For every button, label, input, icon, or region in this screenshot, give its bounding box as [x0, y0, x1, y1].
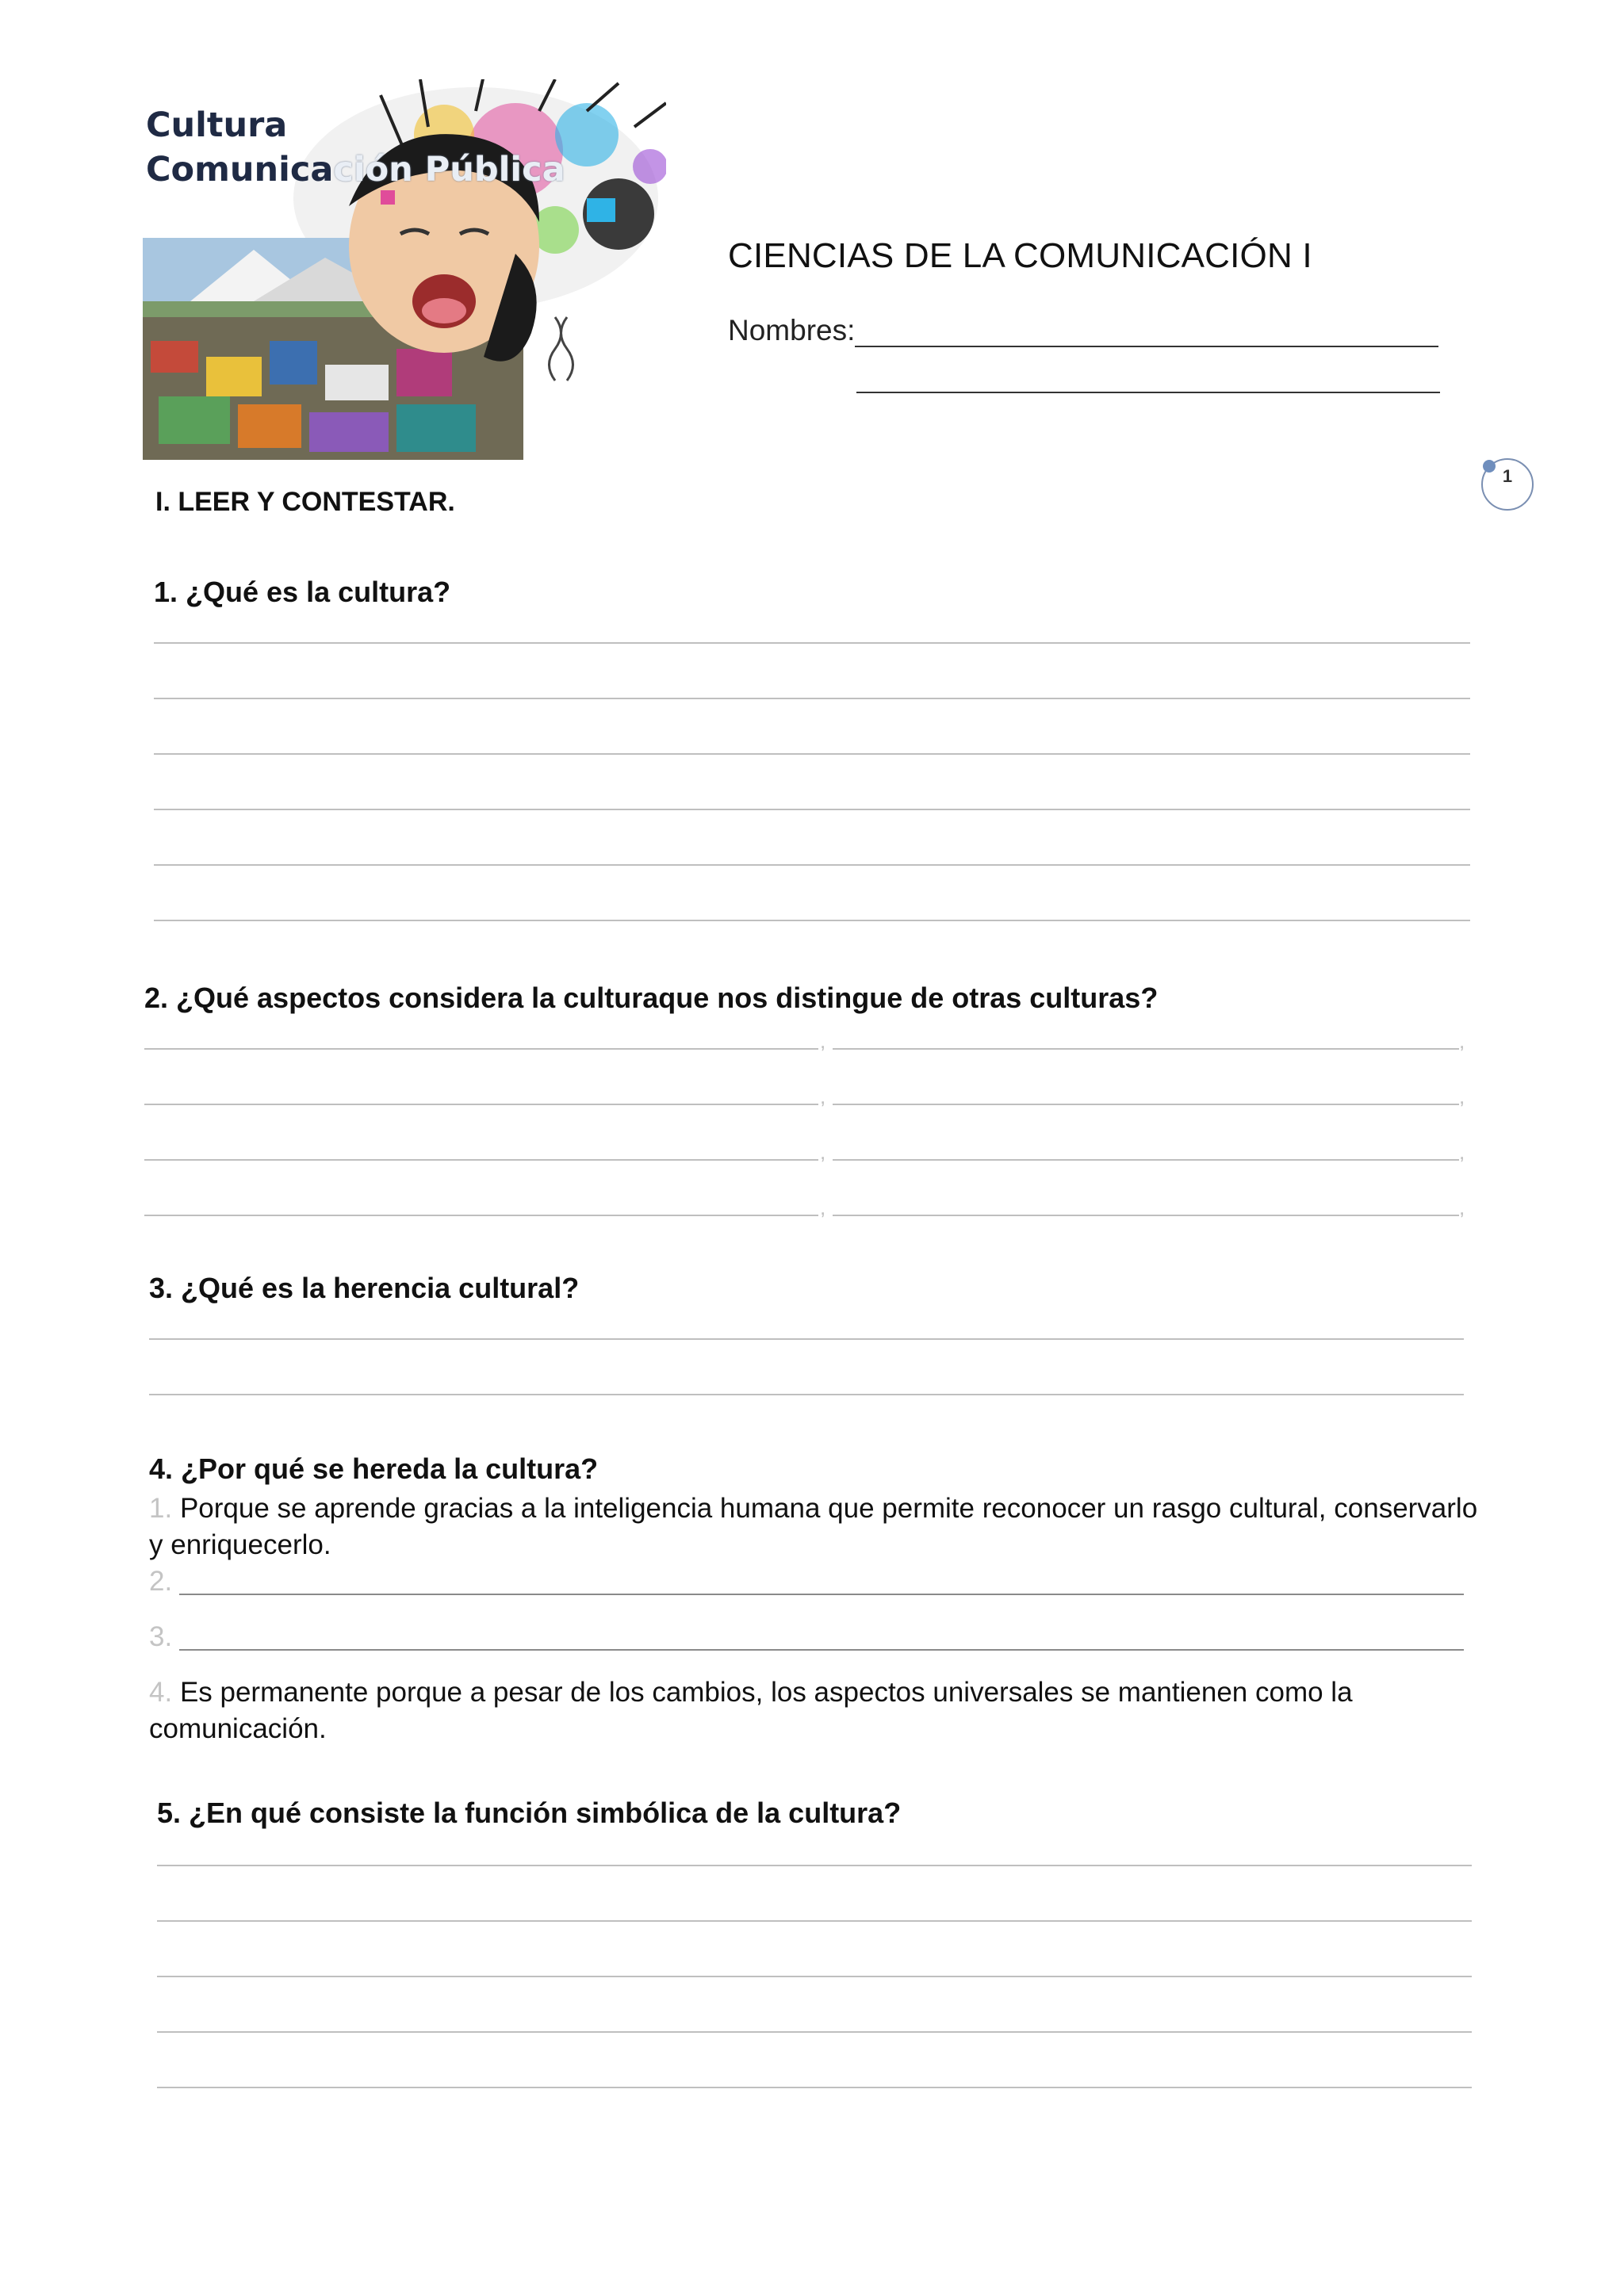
collage-caption-line2-b: ción Pública: [333, 150, 565, 189]
answer-line[interactable]: [154, 809, 1470, 810]
names-field-line-1[interactable]: [855, 346, 1438, 347]
collage-caption-line2-a: Comunica: [146, 150, 334, 189]
question-5: 5. ¿En qué consiste la función simbólica de la cultura?: [157, 1797, 902, 1829]
answer-line[interactable]: [149, 1394, 1464, 1395]
q4-answer-4: [149, 1674, 1353, 1711]
answer-line[interactable]: [157, 1976, 1472, 1977]
answer-line-right[interactable]: [833, 1159, 1459, 1161]
comma: ,: [1459, 1196, 1465, 1219]
document-title: CIENCIAS DE LA COMUNICACIÓN I: [728, 236, 1312, 275]
answer-line[interactable]: [149, 1338, 1464, 1340]
q4-answer-3-number-text: 3.: [149, 1621, 173, 1652]
comma: ,: [820, 1140, 826, 1164]
comma: ,: [820, 1196, 826, 1219]
answer-line-left[interactable]: [144, 1048, 818, 1050]
q4-answer-1-text: Porque se aprende gracias a la inteligencia humana que permite reconocer un rasgo cultural, conservarlo: [179, 1493, 1478, 1524]
comma: ,: [820, 1085, 826, 1108]
answer-line-left[interactable]: [144, 1104, 818, 1105]
collage-caption: [146, 103, 565, 192]
comma: ,: [1459, 1085, 1465, 1108]
collage-caption-line1: Cultura: [146, 105, 288, 145]
q4-answer-3-line[interactable]: [179, 1649, 1464, 1651]
comma: ,: [1459, 1029, 1465, 1053]
q4-answer-1-continued: y enriquecerlo.: [149, 1529, 331, 1560]
answer-line-right[interactable]: [833, 1104, 1459, 1105]
question-2: 2. ¿Qué aspectos considera la culturaque nos distingue de otras culturas?: [144, 982, 1159, 1014]
answer-line-right[interactable]: [833, 1048, 1459, 1050]
question-3: 3. ¿Qué es la herencia cultural?: [149, 1272, 580, 1304]
question-1: 1. ¿Qué es la cultura?: [154, 576, 451, 608]
answer-line[interactable]: [157, 1920, 1472, 1922]
answer-line-left[interactable]: [144, 1215, 818, 1216]
comma: ,: [1459, 1140, 1465, 1164]
answer-line[interactable]: [154, 753, 1470, 755]
answer-line-left[interactable]: [144, 1159, 818, 1161]
answer-line[interactable]: [154, 698, 1470, 699]
answer-line[interactable]: [157, 2087, 1472, 2088]
q4-answer-2-number: [149, 1563, 172, 1600]
q4-answer-4-number: 4.: [149, 1677, 173, 1708]
page-number-badge: 1: [1481, 458, 1534, 511]
answer-line[interactable]: [154, 642, 1470, 644]
page-badge-dot-icon: [1483, 460, 1496, 473]
question-4: 4. ¿Por qué se hereda la cultura?: [149, 1452, 599, 1485]
q4-answer-4-continued: comunicación.: [149, 1713, 327, 1744]
names-field-line-2[interactable]: [856, 392, 1440, 393]
answer-line-right[interactable]: [833, 1215, 1459, 1216]
answer-line[interactable]: [154, 920, 1470, 921]
q4-answer-1-number: 1.: [149, 1493, 173, 1524]
collage-caption-line2: [146, 147, 565, 192]
q4-answer-2-line[interactable]: [179, 1594, 1464, 1595]
q4-answer-3-number: [149, 1619, 172, 1655]
q4-answer-4-text: Es permanente porque a pesar de los cambios, los aspectos universales se mantienen como la: [179, 1677, 1353, 1708]
culture-collage-image: [143, 79, 666, 460]
answer-line[interactable]: [157, 1865, 1472, 1866]
q4-answer-2-number-text: 2.: [149, 1566, 173, 1597]
comma: ,: [820, 1029, 826, 1053]
q4-answer-1: [149, 1490, 1477, 1527]
section-heading: I. LEER Y CONTESTAR.: [155, 487, 455, 517]
answer-line[interactable]: [157, 2031, 1472, 2033]
names-label: Nombres:: [728, 314, 856, 346]
answer-line[interactable]: [154, 864, 1470, 866]
